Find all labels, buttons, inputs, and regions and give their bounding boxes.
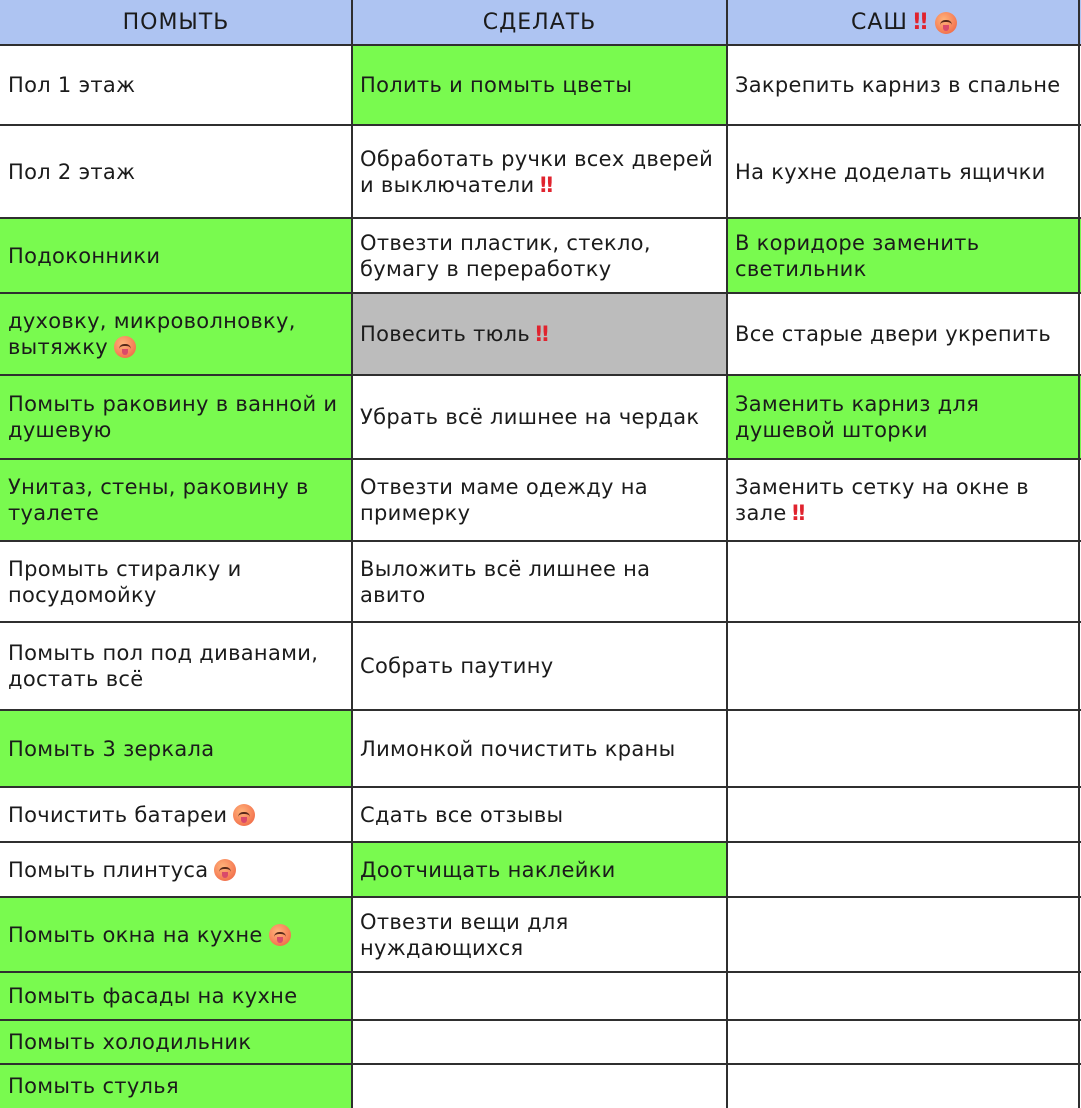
cell-content [360,653,554,679]
cell-content [8,640,344,692]
table-cell-sdelat[interactable] [352,218,727,293]
row-divider [0,709,1081,711]
table-cell-pomyt[interactable] [0,459,352,541]
cell-text: Выложить всё лишнее на авито [360,556,651,607]
table-cell-sdelat[interactable] [352,842,727,897]
row-divider [0,786,1081,788]
table-cell-sdelat[interactable] [352,622,727,710]
row-divider [0,971,1081,973]
hot-face-icon [114,336,136,358]
table-cell-sash[interactable] [727,972,1081,1020]
cell-text: На кухне доделать ящички [735,159,1046,184]
cell-text: Помыть холодильник [8,1030,252,1054]
cell-text: Отвезти пластик, стекло, бумагу в переработку [360,230,651,281]
cell-content [735,159,1046,185]
column-divider [351,0,353,1108]
cell-text: Все старые двери укрепить [735,322,1052,346]
table-cell-sash[interactable] [727,897,1081,972]
cell-content [735,230,1073,282]
row-divider [0,1063,1081,1065]
hot-face-icon [233,804,255,826]
cell-content [360,72,632,98]
table-cell-pomyt[interactable] [0,787,352,842]
table-cell-sash[interactable] [727,293,1081,375]
table-cell-pomyt[interactable] [0,218,352,293]
column-divider [726,0,728,1108]
cell-text: Помыть окна на кухне [8,922,263,947]
cell-content [8,736,214,762]
cell-content [360,909,719,961]
cell-content [8,1029,251,1055]
table-cell-sash[interactable] [727,218,1081,293]
cell-content [8,983,297,1009]
cell-content [8,243,160,269]
table-cell-sash[interactable] [727,125,1081,218]
table-cell-sash[interactable] [727,1020,1081,1064]
table-cell-sash[interactable] [727,375,1081,459]
row-divider [0,540,1081,542]
cell-text: Повесить тюль [360,322,531,346]
cell-text: Лимонкой почистить краны [360,736,676,761]
cell-content [735,72,1060,98]
table-cell-sash[interactable] [727,459,1081,541]
cell-text: Полить и помыть цветы [360,73,633,97]
cell-content [360,474,719,526]
cell-content [8,391,344,443]
table-cell-pomyt[interactable] [0,897,352,972]
cell-text: Унитаз, стены, раковину в туалете [8,475,309,525]
table-cell-sash[interactable] [727,710,1081,787]
cell-content [8,922,291,948]
table-cell-sash[interactable] [727,45,1081,125]
table-cell-sdelat[interactable] [352,125,727,218]
cell-text: Помыть пол под диванами, достать всё [8,641,319,691]
cell-text: Помыть 3 зеркала [8,736,215,761]
cell-content [360,230,719,282]
cell-content [735,474,1073,526]
table-cell-sash[interactable] [727,622,1081,710]
cell-content [360,146,719,198]
table-cell-pomyt[interactable] [0,710,352,787]
table-cell-sash[interactable] [727,541,1081,622]
table-cell-sash[interactable] [727,842,1081,897]
table-cell-sdelat[interactable] [352,710,727,787]
column-header-label: ПОМЫТЬ [122,9,230,35]
hot-face-icon [935,12,957,34]
table-cell-pomyt[interactable] [0,1020,352,1064]
row-divider [0,44,1081,46]
cell-text: В коридоре заменить светильник [735,230,980,281]
hot-face-icon [269,924,291,946]
table-cell-pomyt[interactable] [0,972,352,1020]
table-cell-pomyt[interactable] [0,375,352,459]
cell-text: Закрепить карниз в спальне [735,73,1061,97]
table-cell-pomyt[interactable] [0,622,352,710]
cell-text: Заменить сетку на окне в зале [735,475,1029,525]
cell-content [8,72,135,98]
column-header-pomyt[interactable] [0,0,352,45]
row-divider [0,374,1081,376]
column-header-label: СДЕЛАТЬ [482,9,597,35]
cell-content [360,556,719,608]
row-divider [0,217,1081,219]
cell-text: Сдать все отзывы [360,802,564,827]
column-header-label: САШ [850,9,908,35]
row-divider [0,621,1081,623]
cell-content [360,857,616,883]
table-cell-pomyt[interactable] [0,842,352,897]
double-exclamation-icon: !! [790,501,804,525]
cell-content [8,308,344,360]
table-cell-sdelat[interactable] [352,45,727,125]
table-cell-sash[interactable] [727,1064,1081,1108]
double-exclamation-icon: !! [534,322,548,346]
row-divider [0,1019,1081,1021]
table-cell-pomyt[interactable] [0,125,352,218]
row-divider [0,124,1081,126]
cell-text: Почистить батареи [8,802,228,827]
row-divider [0,458,1081,460]
cell-content [8,474,344,526]
row-divider [0,896,1081,898]
cell-text: духовку, микроволновку, вытяжку [8,309,296,359]
table-cell-sdelat[interactable] [352,459,727,541]
table-cell-sdelat[interactable] [352,541,727,622]
cell-text: Убрать всё лишнее на чердак [360,405,700,429]
cell-content [735,391,1073,443]
cell-text: Отвезти маме одежду на примерку [360,475,648,525]
cell-text: Доотчищать наклейки [360,857,616,882]
cell-text: Собрать паутину [360,654,554,678]
hot-face-icon [214,859,236,881]
column-divider [1078,0,1080,1108]
table-cell-pomyt[interactable] [0,541,352,622]
cell-content [360,404,699,430]
table-cell-sdelat[interactable] [352,897,727,972]
cell-text: Помыть плинтуса [8,857,209,882]
cell-content [8,556,344,608]
cell-text: Пол 1 этаж [8,73,136,97]
cell-text: Помыть фасады на кухне [8,984,298,1008]
table-cell-pomyt[interactable] [0,293,352,375]
table-cell-sdelat[interactable] [352,375,727,459]
column-header-sash[interactable] [727,0,1081,45]
table-cell-sdelat[interactable] [352,293,727,375]
cell-text: Подоконники [8,243,161,268]
cell-text: Пол 2 этаж [8,159,136,184]
table-cell-sash[interactable] [727,787,1081,842]
double-exclamation-icon: !! [538,172,552,197]
double-exclamation-icon: !! [911,9,926,35]
cell-text: Заменить карниз для душевой шторки [735,392,980,442]
table-cell-sdelat[interactable] [352,972,727,1020]
column-header-sdelat[interactable] [352,0,727,45]
table-cell-sdelat[interactable] [352,1064,727,1108]
cell-content [360,321,550,347]
cell-content [8,1073,179,1099]
cell-content [8,857,236,883]
cell-text: Отвезти вещи для нуждающихся [360,909,569,960]
cell-text: Помыть раковину в ванной и душевую [8,392,338,442]
row-divider [0,292,1081,294]
table-cell-pomyt[interactable] [0,45,352,125]
row-divider [0,841,1081,843]
table-cell-sdelat[interactable] [352,787,727,842]
cell-text: Помыть стулья [8,1074,179,1098]
table-cell-sdelat[interactable] [352,1020,727,1064]
cell-content [735,321,1051,347]
cell-content [360,736,675,762]
cell-text: Промыть стиралку и посудомойку [8,556,242,607]
cell-content [8,802,255,828]
cell-text: Обработать ручки всех дверей и выключатели [360,146,714,197]
cell-content [8,159,135,185]
table-cell-pomyt[interactable] [0,1064,352,1108]
cell-content [360,802,563,828]
